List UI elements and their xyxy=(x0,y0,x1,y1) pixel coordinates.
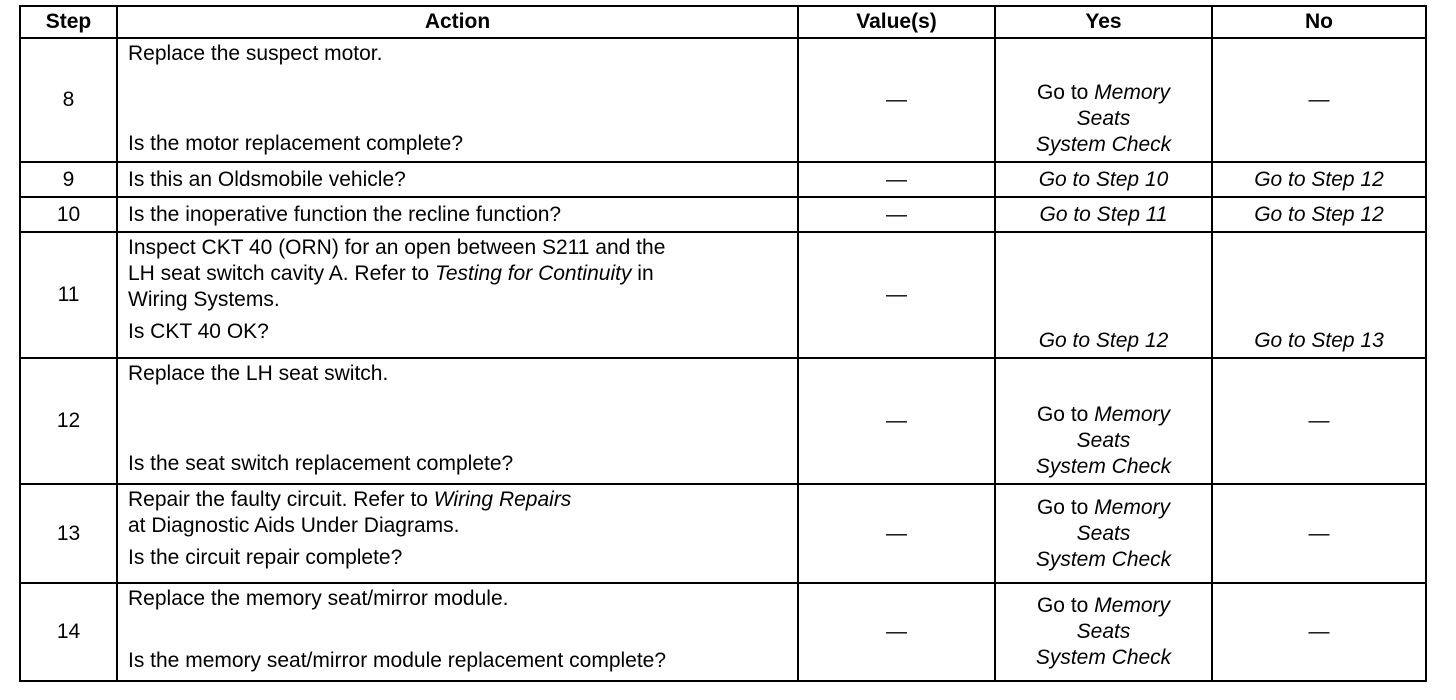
header-row xyxy=(20,6,1426,38)
diagnostic-table xyxy=(19,5,1427,682)
yes-goto: Go to Step 10 xyxy=(1038,167,1169,191)
value-dash: — xyxy=(886,88,907,111)
value-dash: — xyxy=(886,521,907,545)
yes-cell xyxy=(995,38,1212,162)
action-line-1-text: Repair the faulty circuit. Refer to xyxy=(128,488,434,511)
table-row xyxy=(20,358,1426,484)
header-no: No xyxy=(1212,6,1426,38)
yes-prefix: Go to xyxy=(1036,495,1095,519)
action-question: Is the circuit repair complete? xyxy=(128,546,403,569)
step-number: 13 xyxy=(20,484,117,583)
yes-cell xyxy=(995,162,1212,197)
no-cell xyxy=(1212,162,1426,197)
no-dash: — xyxy=(1308,521,1330,545)
yes-goto: Go to Step 11 xyxy=(1039,202,1168,226)
action-line-2-suffix: in xyxy=(631,262,654,285)
yes-link-memory: Memory xyxy=(1094,594,1171,617)
yes-link-system-check: System Check xyxy=(1035,133,1172,156)
value-dash: — xyxy=(886,202,907,226)
action-line-1: Inspect CKT 40 (ORN) for an open between S211 and the xyxy=(128,236,666,259)
value-dash: — xyxy=(886,167,907,191)
no-goto: Go to Step 13 xyxy=(1254,329,1384,352)
action-question: Is the inoperative function the recline function? xyxy=(117,197,798,232)
header-values: Value(s) xyxy=(798,6,995,38)
yes-line-1 xyxy=(996,593,1211,619)
step-number: 12 xyxy=(20,358,117,484)
action-cell xyxy=(117,583,798,681)
value-cell xyxy=(798,232,995,358)
table-row xyxy=(20,583,1426,681)
action-question: Is CKT 40 OK? xyxy=(128,320,269,343)
yes-cell xyxy=(995,358,1212,484)
no-cell xyxy=(1212,358,1426,484)
yes-prefix: Go to xyxy=(1036,81,1095,104)
action-reference: Wiring Repairs xyxy=(433,488,572,511)
table-row xyxy=(20,162,1426,197)
step-number: 14 xyxy=(20,583,117,681)
value-cell xyxy=(798,358,995,484)
header-step: Step xyxy=(20,6,117,38)
header-action: Action xyxy=(117,6,798,38)
value-cell xyxy=(798,583,995,681)
yes-prefix: Go to xyxy=(1036,403,1095,426)
no-cell xyxy=(1212,38,1426,162)
value-dash: — xyxy=(886,620,907,643)
yes-link-seats: Seats xyxy=(1076,521,1131,545)
no-dash: — xyxy=(1308,88,1330,111)
action-line-1 xyxy=(128,487,787,513)
yes-cell xyxy=(995,583,1212,681)
action-line-2: at Diagnostic Aids Under Diagrams. xyxy=(128,514,460,537)
no-goto: Go to Step 12 xyxy=(1254,202,1384,226)
yes-cell xyxy=(995,232,1212,358)
no-goto: Go to Step 12 xyxy=(1254,167,1384,191)
step-number: 8 xyxy=(20,38,117,162)
header-yes: Yes xyxy=(995,6,1212,38)
action-line-3: Wiring Systems. xyxy=(128,288,280,311)
no-dash: — xyxy=(1308,409,1330,432)
yes-link-system-check: System Check xyxy=(1035,455,1172,478)
action-instruction: Replace the LH seat switch. xyxy=(128,362,389,385)
yes-line-1 xyxy=(996,80,1211,106)
yes-line-1 xyxy=(996,402,1211,428)
value-cell xyxy=(798,162,995,197)
action-question: Is this an Oldsmobile vehicle? xyxy=(117,162,798,197)
yes-line-1 xyxy=(996,495,1211,521)
action-question: Is the memory seat/mirror module replacement complete? xyxy=(128,649,667,672)
table-row xyxy=(20,197,1426,232)
table-row xyxy=(20,232,1426,358)
table-row xyxy=(20,38,1426,162)
no-cell xyxy=(1212,197,1426,232)
yes-link-system-check: System Check xyxy=(1035,646,1172,669)
action-question: Is the motor replacement complete? xyxy=(128,132,463,155)
yes-link-system-check: System Check xyxy=(1035,547,1172,571)
action-cell xyxy=(117,358,798,484)
no-cell xyxy=(1212,232,1426,358)
yes-goto: Go to Step 12 xyxy=(1038,329,1169,352)
step-number: 10 xyxy=(20,197,117,232)
yes-cell xyxy=(995,484,1212,583)
table-row xyxy=(20,484,1426,583)
yes-link-seats: Seats xyxy=(1076,429,1131,452)
action-instruction: Replace the suspect motor. xyxy=(128,42,383,65)
action-cell xyxy=(117,38,798,162)
yes-link-memory: Memory xyxy=(1094,81,1171,104)
yes-link-memory: Memory xyxy=(1094,495,1171,519)
action-instruction: Replace the memory seat/mirror module. xyxy=(128,587,509,610)
yes-link-seats: Seats xyxy=(1076,107,1131,130)
value-cell xyxy=(798,197,995,232)
no-cell xyxy=(1212,484,1426,583)
action-cell xyxy=(117,484,798,583)
yes-link-seats: Seats xyxy=(1076,620,1131,643)
yes-link-memory: Memory xyxy=(1094,403,1171,426)
yes-cell xyxy=(995,197,1212,232)
step-number: 11 xyxy=(20,232,117,358)
action-line-2 xyxy=(128,261,787,287)
no-cell xyxy=(1212,583,1426,681)
value-cell xyxy=(798,484,995,583)
value-dash: — xyxy=(886,409,907,432)
no-dash: — xyxy=(1308,620,1330,643)
action-reference: Testing for Continuity xyxy=(434,262,632,285)
step-number: 9 xyxy=(20,162,117,197)
value-dash: — xyxy=(886,283,907,306)
action-line-2-text: LH seat switch cavity A. Refer to xyxy=(128,262,435,285)
action-cell xyxy=(117,232,798,358)
action-question: Is the seat switch replacement complete? xyxy=(128,452,514,475)
value-cell xyxy=(798,38,995,162)
yes-prefix: Go to xyxy=(1036,594,1095,617)
